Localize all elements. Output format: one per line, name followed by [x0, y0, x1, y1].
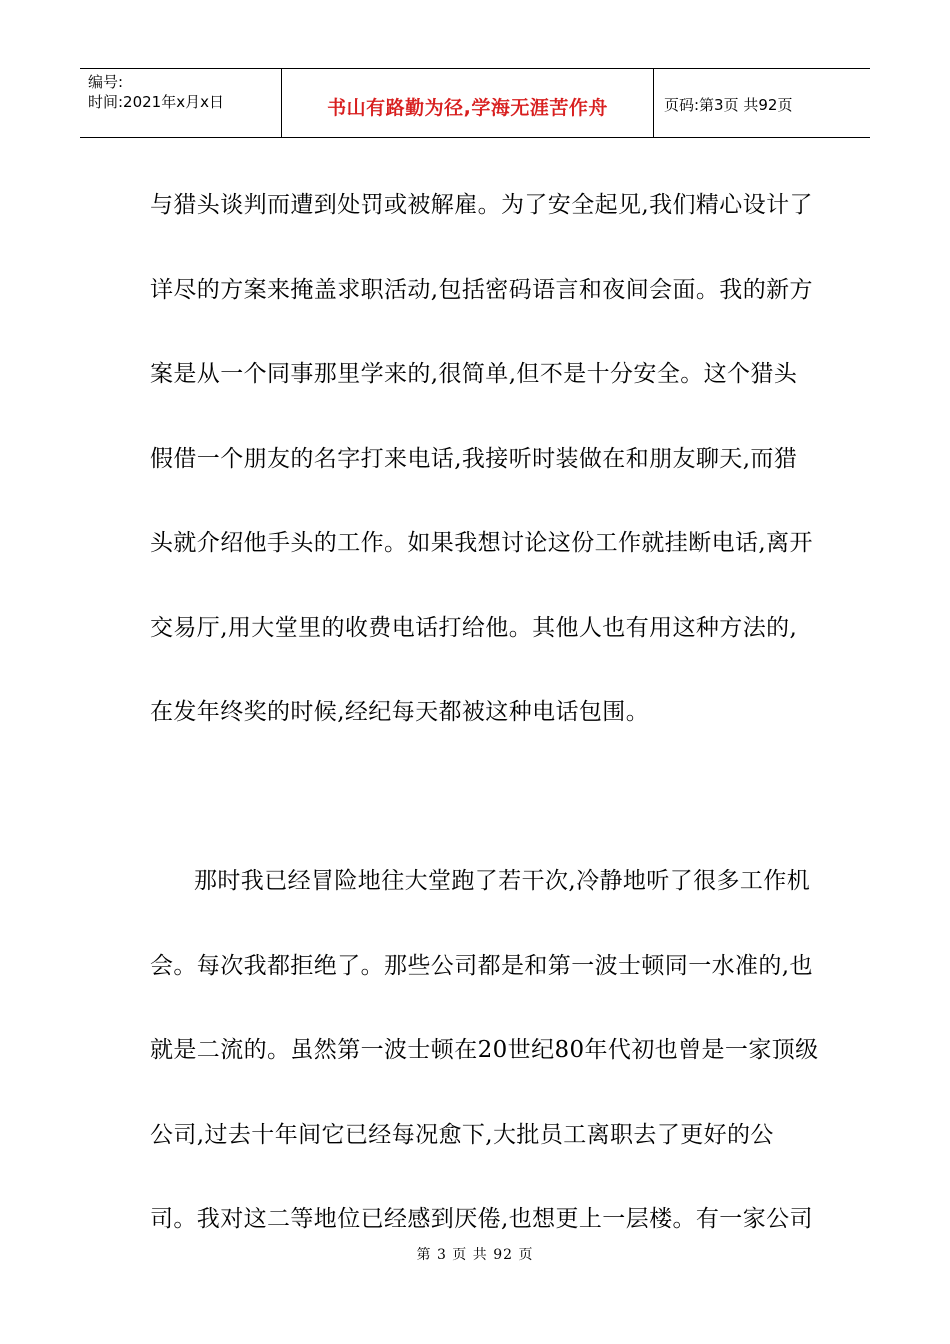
header-motto-cell: [282, 69, 654, 137]
paragraph-line: 会。每次我都拒绝了。那些公司都是和第一波士顿同一水准的,也: [150, 952, 813, 979]
header-table: [80, 68, 870, 138]
header-page-cell: [654, 69, 870, 137]
paragraph-line: 司。我对这二等地位已经感到厌倦,也想更上一层楼。有一家公司: [150, 1206, 813, 1232]
paragraph-line: 与猎头谈判而遭到处罚或被解雇。为了安全起见,我们精心设计了: [150, 192, 813, 218]
paragraph-line: 在发年终奖的时候,经纪每天都被这种电话包围。: [150, 699, 650, 725]
page-footer: 第 3 页 共 92 页: [416, 1247, 534, 1263]
paragraph-gap: [150, 777, 800, 862]
paragraph-line: 交易厅,用大堂里的收费电话打给他。其他人也有用这种方法的,: [150, 614, 798, 641]
document-time-label: 时间:2021年x月x日: [88, 93, 224, 111]
paragraph-line: 就是二流的。虽然第一波士顿在20世纪80年代初也曾是一家顶级: [150, 1037, 819, 1063]
body-text: [150, 185, 819, 1284]
paragraph-line: 假借一个朋友的名字打来电话,我接听时装做在和朋友聊天,而猎: [150, 445, 798, 472]
paragraph-line: 详尽的方案来掩盖求职活动,包括密码语言和夜间会面。我的新方: [150, 276, 813, 303]
header-page-code: 页码:第3页 共92页: [664, 95, 793, 114]
paragraph-line: 公司,过去十年间它已经每况愈下,大批员工离职去了更好的公: [150, 1121, 774, 1148]
header-motto: 书山有路勤为径,学海无涯苦作舟: [327, 96, 608, 119]
paragraph-line: 头就介绍他手头的工作。如果我想讨论这份工作就挂断电话,离开: [150, 530, 813, 556]
paragraph-line: 案是从一个同事那里学来的,很简单,但不是十分安全。这个猎头: [150, 361, 798, 387]
header-meta-cell: [80, 69, 282, 137]
paragraph-line: 那时我已经冒险地往大堂跑了若干次,冷静地听了很多工作机: [194, 868, 811, 894]
document-number-label: 编号:: [88, 73, 124, 91]
